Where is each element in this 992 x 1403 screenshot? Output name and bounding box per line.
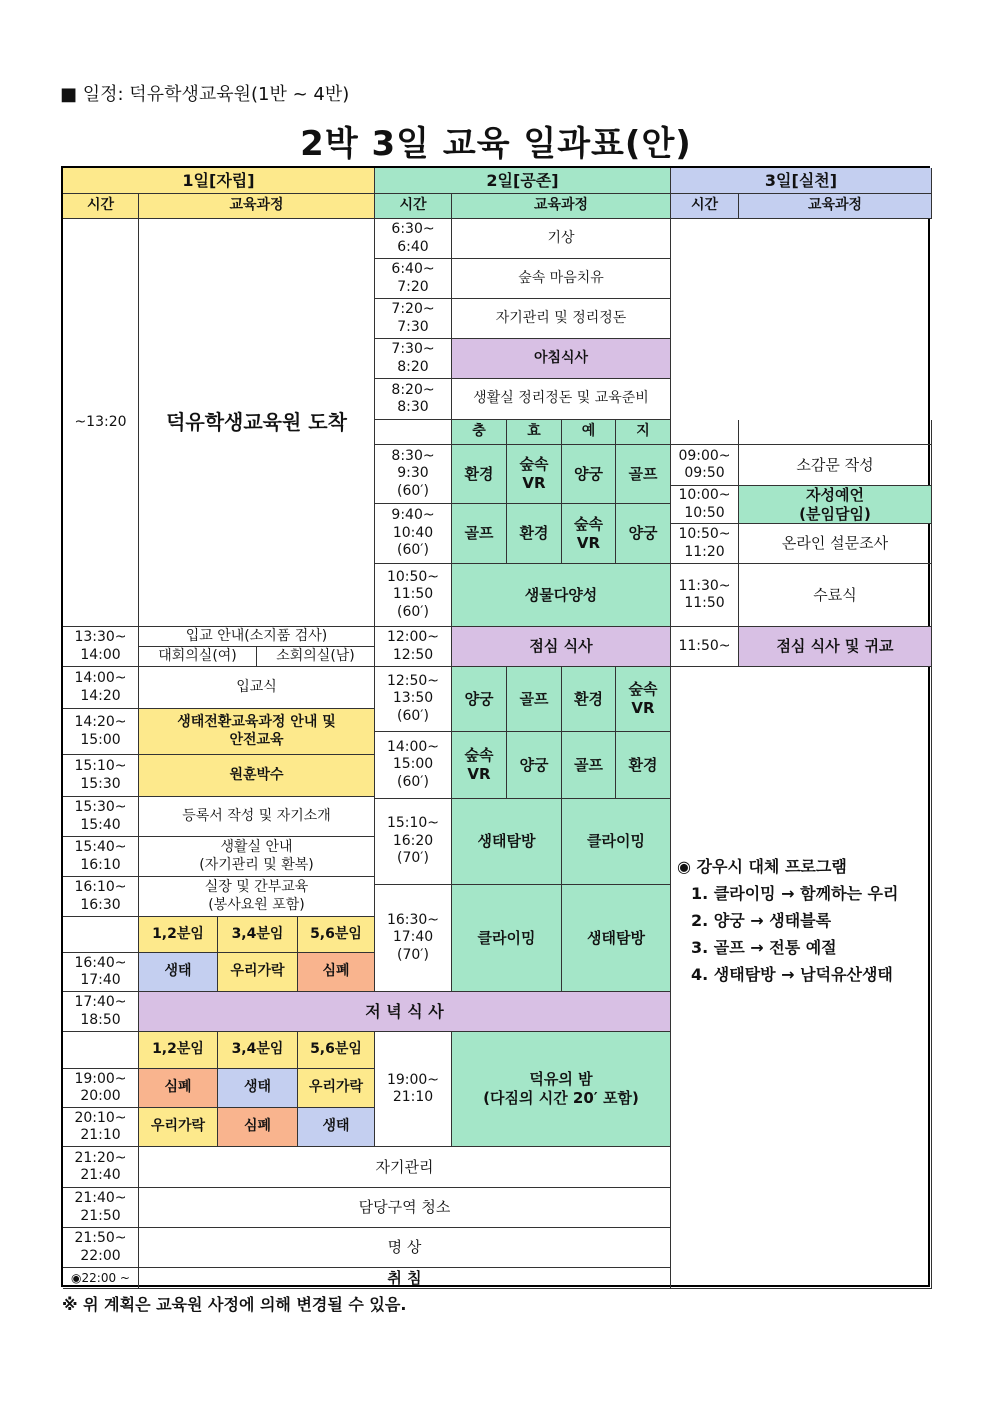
day3-course-cell: 소감문 작성 (739, 445, 932, 486)
program-cell: 숲속 VR (507, 445, 562, 504)
day1-time-header: 시간 (63, 194, 139, 219)
group-header: 5,6분임 (298, 917, 375, 953)
day3-course-cell: 자성예언 (분임담임) (739, 486, 932, 524)
tail-course-cell: 명 상 (139, 1228, 671, 1268)
program-cell: 환경 (562, 667, 616, 732)
day1-course-cell: 입교식 (139, 667, 375, 709)
tail-time-cell: 21:40~ 21:50 (63, 1188, 139, 1228)
timetable (61, 166, 930, 1287)
day1-time-cell: 16:10~ 16:30 (63, 877, 139, 917)
day2-time-cell: 8:20~ 8:30 (375, 379, 452, 420)
program-cell: 골프 (562, 732, 616, 799)
day2-course-cell: 숲속 마음치유 (452, 259, 671, 299)
day1-time-cell: 14:20~ 15:00 (63, 709, 139, 755)
day2-course-cell: 자기관리 및 정리정돈 (452, 299, 671, 339)
day3-time-cell (671, 420, 739, 445)
program-cell: 클라이밍 (562, 799, 671, 885)
program-cell: 숲속 VR (616, 667, 671, 732)
day2-time-cell: 7:20~ 7:30 (375, 299, 452, 339)
program-cell: 골프 (616, 445, 671, 504)
day1-time-cell: 14:00~ 14:20 (63, 667, 139, 709)
program-cell: 양궁 (616, 504, 671, 564)
day3-course-cell: 수료식 (739, 564, 932, 627)
day1-time-cell: 15:40~ 16:10 (63, 837, 139, 877)
day1-time-cell (63, 1032, 139, 1069)
day2-course-cell: 생활실 정리정돈 및 교육준비 (452, 379, 671, 420)
rain-program-item: 3. 골프 → 전통 예절 (691, 938, 837, 957)
page-title: 2박 3일 교육 일과표(안) (300, 124, 692, 164)
day2-time-cell: 12:00~ 12:50 (375, 627, 452, 667)
group-header: 예 (562, 420, 616, 445)
program-cell: 덕유의 밤 (다짐의 시간 20′ 포함) (452, 1032, 671, 1147)
day2-time-cell: 16:30~ 17:40 (70′) (375, 885, 452, 992)
footer-note: ※ 위 계획은 교육원 사정에 의해 변경될 수 있음. (62, 1295, 407, 1314)
day1-course-cell: 원훈박수 (139, 755, 375, 797)
day2-course-header: 교육과정 (452, 194, 671, 219)
day2-time-cell (375, 420, 452, 445)
program-cell: 심폐 (139, 1069, 218, 1108)
day3-time-cell: 10:50~ 11:20 (671, 524, 739, 564)
program-cell: 생태 (218, 1069, 298, 1108)
program-cell: 우리가락 (218, 953, 298, 992)
day1-time-cell: 13:30~ 14:00 (63, 627, 139, 667)
rain-program-title: ◉ 강우시 대체 프로그램 (677, 857, 847, 876)
day3-course-cell: 점심 식사 및 귀교 (739, 627, 932, 667)
day1-course-cell: 소회의실(남) (257, 647, 375, 667)
day2-header: 2일[공존] (375, 168, 671, 194)
day2-time-header: 시간 (375, 194, 452, 219)
program-cell: 숲속 VR (562, 504, 616, 564)
day1-time-cell: 19:00~ 20:00 (63, 1069, 139, 1108)
day3-time-cell: 09:00~ 09:50 (671, 445, 739, 486)
day2-time-cell: 15:10~ 16:20 (70′) (375, 799, 452, 885)
day2-course-cell: 아침식사 (452, 339, 671, 379)
program-cell: 심폐 (218, 1108, 298, 1147)
day1-course-header: 교육과정 (139, 194, 375, 219)
day2-time-cell: 14:00~ 15:00 (60′) (375, 732, 452, 799)
day2-time-cell: 7:30~ 8:20 (375, 339, 452, 379)
group-header: 5,6분임 (298, 1032, 375, 1069)
tail-time-cell: ◉22:00 ~ (63, 1268, 139, 1289)
program-cell: 심폐 (298, 953, 375, 992)
day2-time-cell: 8:30~ 9:30 (60′) (375, 445, 452, 504)
group-header: 1,2분임 (139, 1032, 218, 1069)
group-header: 1,2분임 (139, 917, 218, 953)
arrival-time: ~13:20 (63, 219, 139, 627)
day1-time-cell: 17:40~ 18:50 (63, 992, 139, 1032)
program-cell: 우리가락 (139, 1108, 218, 1147)
program-cell: 골프 (507, 667, 562, 732)
lunch-cell: 점심 식사 (452, 627, 671, 667)
program-cell: 양궁 (562, 445, 616, 504)
program-cell: 숲속 VR (452, 732, 507, 799)
dinner-cell: 저 녁 식 사 (139, 992, 671, 1032)
day3-course-cell: 온라인 설문조사 (739, 524, 932, 564)
group-header: 지 (616, 420, 671, 445)
day1-course-cell: 생태전환교육과정 안내 및 안전교육 (139, 709, 375, 755)
program-cell: 환경 (507, 504, 562, 564)
rain-program-item: 4. 생태탐방 → 남덕유산생태 (691, 965, 893, 984)
tail-course-cell: 자기관리 (139, 1147, 671, 1188)
day3-time-cell: 11:30~ 11:50 (671, 564, 739, 627)
tail-time-cell: 21:20~ 21:40 (63, 1147, 139, 1188)
day1-time-cell: 20:10~ 21:10 (63, 1108, 139, 1147)
day2-time-cell: 10:50~ 11:50 (60′) (375, 564, 452, 627)
day1-course-cell: 생활실 안내 (자기관리 및 환복) (139, 837, 375, 877)
day1-header: 1일[자립] (63, 168, 375, 194)
tail-course-cell: 담당구역 청소 (139, 1188, 671, 1228)
program-cell: 생태 (298, 1108, 375, 1147)
group-header: 충 (452, 420, 507, 445)
day3-course-cell (739, 420, 932, 445)
arrival-title: 덕유학생교육원 도착 (139, 219, 375, 627)
day3-header: 3일[실천] (671, 168, 932, 194)
rain-program-item: 1. 클라이밍 → 함께하는 우리 (691, 884, 899, 903)
program-cell: 골프 (452, 504, 507, 564)
program-cell: 환경 (616, 732, 671, 799)
program-cell: 생물다양성 (452, 564, 671, 627)
day3-course-header: 교육과정 (739, 194, 932, 219)
program-cell: 클라이밍 (452, 885, 562, 992)
day1-course-cell: 실장 및 간부교육 (봉사요원 포함) (139, 877, 375, 917)
program-cell: 생태탐방 (452, 799, 562, 885)
day1-course-cell: 대회의실(여) (139, 647, 257, 667)
day2-time-cell: 19:00~ 21:10 (375, 1032, 452, 1147)
day2-course-cell: 기상 (452, 219, 671, 259)
tail-time-cell: 21:50~ 22:00 (63, 1228, 139, 1268)
day1-time-cell: 15:10~ 15:30 (63, 755, 139, 797)
day2-time-cell: 6:30~ 6:40 (375, 219, 452, 259)
day1-course-cell: 등록서 작성 및 자기소개 (139, 797, 375, 837)
program-cell: 양궁 (452, 667, 507, 732)
rain-program-list (677, 853, 898, 988)
day3-time-cell: 10:00~ 10:50 (671, 486, 739, 524)
group-header: 효 (507, 420, 562, 445)
tail-course-cell: 취 침 (139, 1268, 671, 1289)
rain-program-item: 2. 양궁 → 생태블록 (691, 911, 832, 930)
day1-time-cell: 15:30~ 15:40 (63, 797, 139, 837)
group-header: 3,4분임 (218, 917, 298, 953)
day1-time-cell: 16:40~ 17:40 (63, 953, 139, 992)
program-cell: 생태 (139, 953, 218, 992)
program-cell: 양궁 (507, 732, 562, 799)
day2-time-cell: 9:40~ 10:40 (60′) (375, 504, 452, 564)
day1-course-cell: 입교 안내(소지품 검사) (139, 627, 375, 647)
day2-time-cell: 6:40~ 7:20 (375, 259, 452, 299)
day3-time-cell: 11:50~ (671, 627, 739, 667)
group-header: 3,4분임 (218, 1032, 298, 1069)
schedule-label: ■ 일정: 덕유학생교육원(1반 ~ 4반) (60, 84, 350, 105)
day2-time-cell: 12:50~ 13:50 (60′) (375, 667, 452, 732)
program-cell: 우리가락 (298, 1069, 375, 1108)
day3-time-header: 시간 (671, 194, 739, 219)
program-cell: 생태탐방 (562, 885, 671, 992)
day1-time-cell (63, 917, 139, 953)
program-cell: 환경 (452, 445, 507, 504)
